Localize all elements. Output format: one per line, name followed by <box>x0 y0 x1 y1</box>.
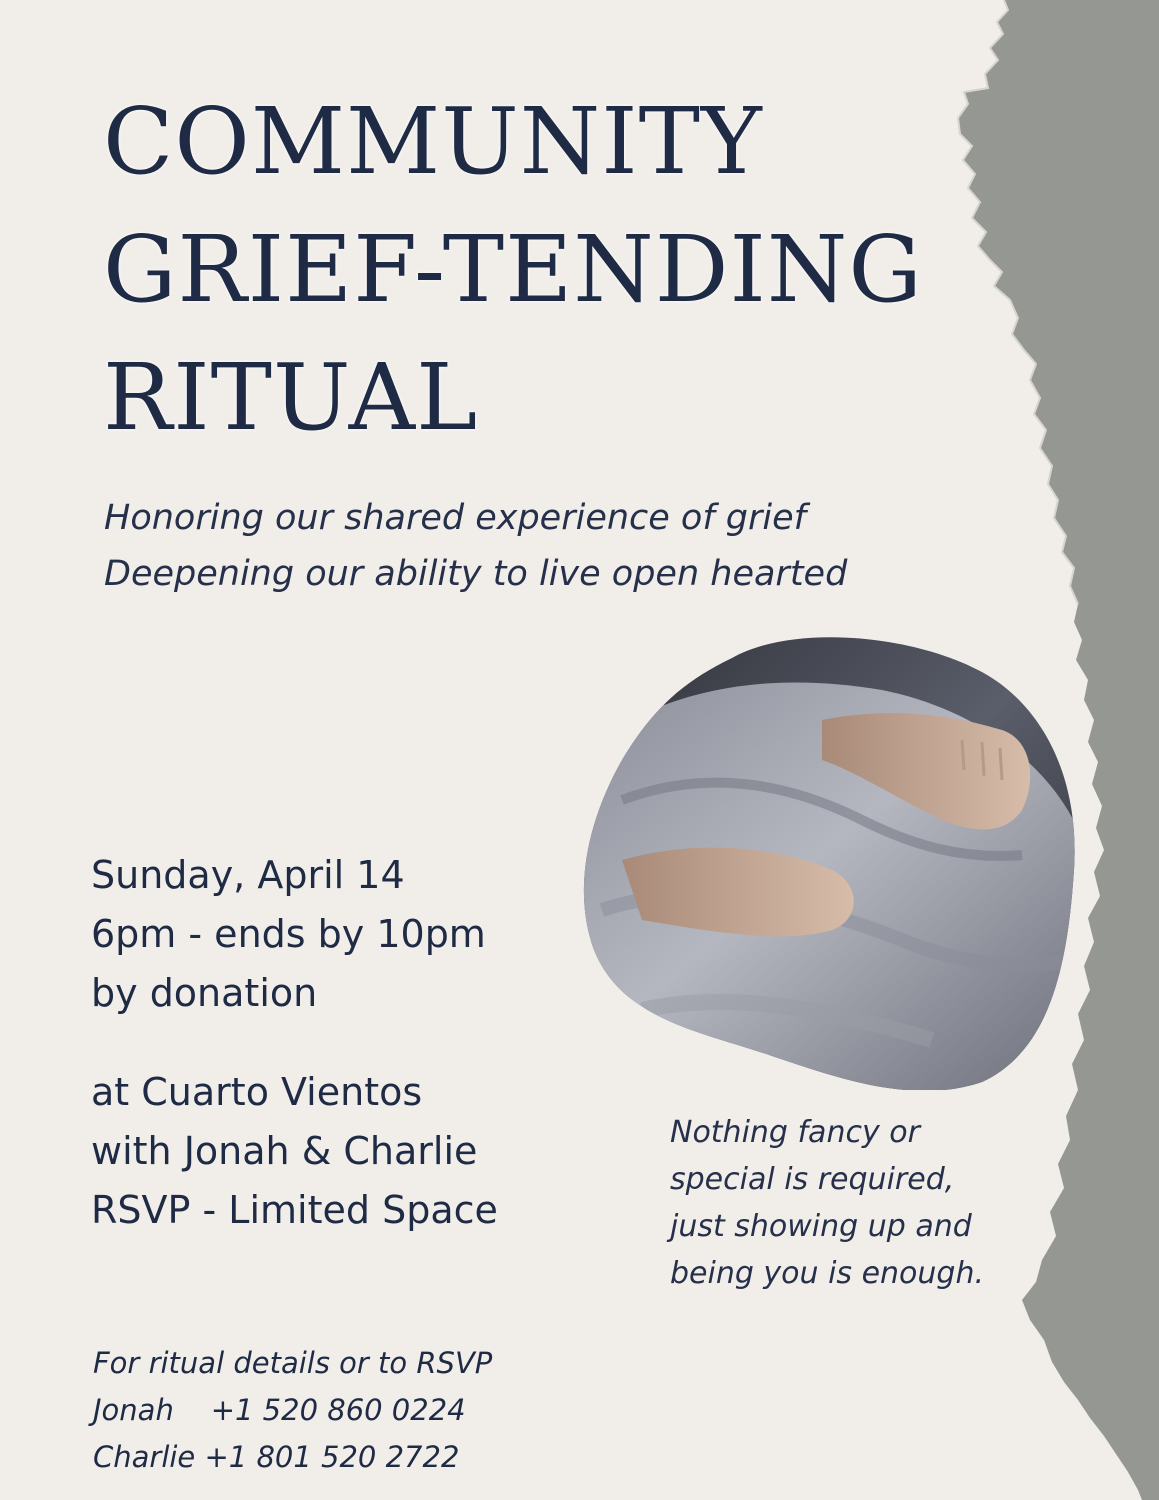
event-hosts: with Jonah & Charlie <box>91 1129 478 1173</box>
subtitle-line-2: Deepening our ability to live open hearted <box>104 554 848 594</box>
event-title <box>103 78 923 462</box>
title-line-2: GRIEF-TENDING <box>103 216 923 323</box>
event-cost: by donation <box>91 971 318 1015</box>
event-details <box>91 846 498 1240</box>
subtitle-line-1: Honoring our shared experience of grief <box>104 498 806 538</box>
blanket-hug-photo <box>582 630 1078 1090</box>
note-line-4: being you is enough. <box>670 1256 985 1291</box>
title-line-1: COMMUNITY <box>103 88 763 195</box>
event-location: at Cuarto Vientos <box>91 1070 423 1114</box>
note-line-2: special is required, <box>670 1162 955 1197</box>
event-time: 6pm - ends by 10pm <box>91 912 486 956</box>
note-line-3: just showing up and <box>670 1209 972 1244</box>
event-subtitle <box>104 490 847 602</box>
spacer <box>91 1023 498 1063</box>
contact-charlie: Charlie +1 801 520 2722 <box>93 1440 460 1474</box>
welcome-note <box>670 1109 984 1297</box>
contact-jonah: Jonah +1 520 860 0224 <box>93 1393 466 1427</box>
event-rsvp: RSVP - Limited Space <box>91 1188 498 1232</box>
title-line-3: RITUAL <box>103 344 479 451</box>
contact-info <box>93 1340 492 1481</box>
contact-heading: For ritual details or to RSVP <box>93 1346 493 1380</box>
event-date: Sunday, April 14 <box>91 853 405 897</box>
note-line-1: Nothing fancy or <box>670 1115 920 1150</box>
